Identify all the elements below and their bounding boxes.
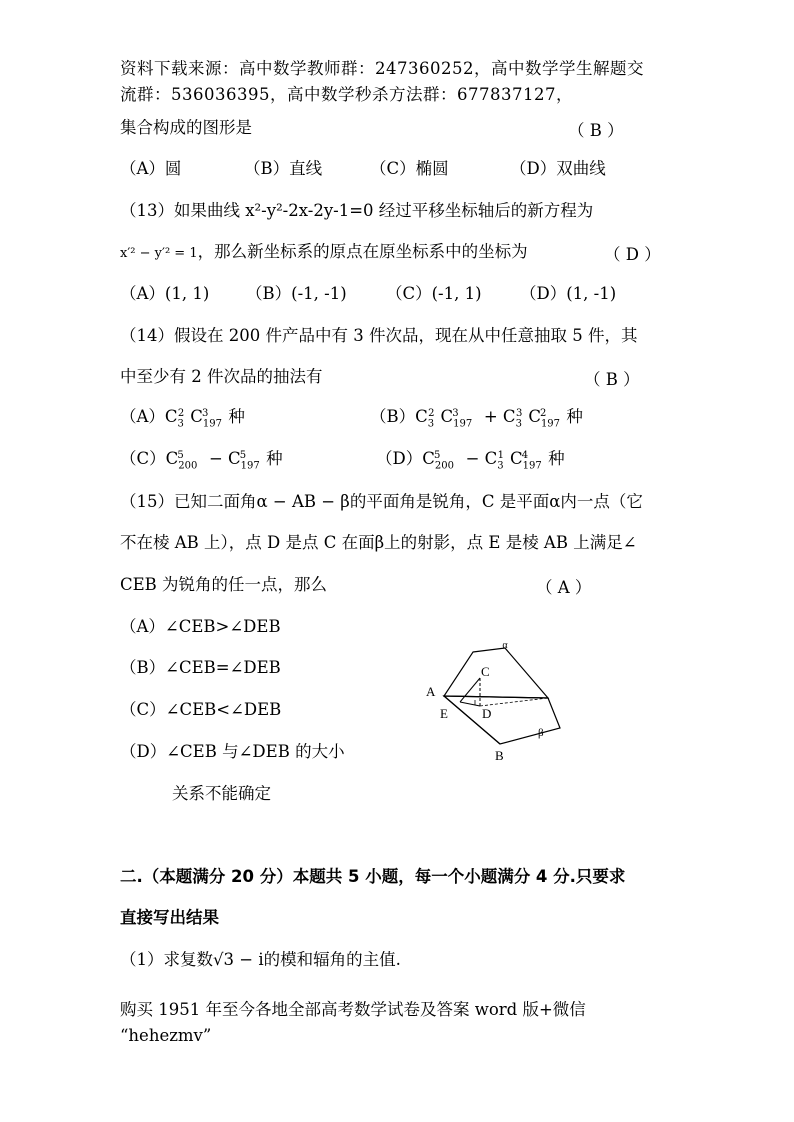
q13-suffix: 经过平移坐标轴后的新方程为 [373,201,594,220]
q14-option-b: $(B)C_3^2$ $C_{197}^3 + C_3^3$ $C_{197}^2$ 种 [370,407,583,430]
q14-option-d-expr: $C_{200}^5 - C_3^1$ $C_{197}^4$ [422,449,542,472]
q13-line-2 [120,241,528,265]
q14-answer: （ B ） [584,370,640,389]
label-beta: β [538,727,544,739]
footer-line-2: “hehezmv” [120,1026,212,1045]
q15-answer: （ A ） [536,578,592,597]
q14-option-d: $(D)C_{200}^5 - C_3^1$ $C_{197}^4$ 种 [376,449,565,472]
q14-line-1: （14）假设在 200 件产品中有 3 件次品，现在从中任意抽取 5 件，其 [120,326,638,345]
q15-line-2: 不在棱 AB 上），点 D 是点 C 在面β上的射影，点 E 是棱 AB 上满足∠ [120,533,637,552]
q15-option-b: （B）∠CEB=∠DEB [120,658,281,677]
q13-line-2-text: ，那么新坐标系的原点在原坐标系中的坐标为 [197,242,528,261]
q14-option-b-expr: $C_3^2$ $C_{197}^3 + C_3^3$ $C_{197}^2$ [415,407,561,430]
footer-line-1: 购买 1951 年至今各地全部高考数学试卷及答案 word 版+微信 [120,1000,586,1019]
q12-option-c: （C）椭圆 [370,159,449,178]
section-2-heading-line-1: 二.（本题满分 20 分）本题共 5 小题，每一个小题满分 4 分.只要求 [120,867,626,886]
q13-curve-equation: x²-y²-2x-2y-1=0 [245,201,374,220]
q13-answer: （ D ） [604,245,661,264]
q13-option-a: （A）(1, 1) [120,284,210,303]
q15-line-3: CEB 为锐角的任一点，那么 [120,575,328,594]
segment-ed [460,702,480,706]
plane-alpha [444,648,548,698]
q14-option-c-expr: $C_{200}^5 - C_{197}^5$ [165,449,260,472]
q14-option-a-expr: $C_3^2$ $C_{197}^3$ [164,407,223,430]
label-alpha: α [502,640,508,651]
label-a: A [426,684,436,699]
section-2-q1: （1）求复数√3 − i的模和辐角的主值. [120,950,401,969]
q13-new-equation: x′² − y′² = 1 [120,246,198,261]
q12-option-a: （A）圆 [120,159,182,178]
q14-option-a: $(A)C_3^2$ $C_{197}^3$ 种 [120,407,245,430]
label-b: B [495,748,504,763]
section-2-heading-line-2: 直接写出结果 [120,908,219,927]
segment-ce [460,678,480,702]
dashed-line [480,698,548,706]
q12-stem: 集合构成的图形是 [120,118,252,137]
q12-option-b: （B）直线 [244,159,323,178]
q13-option-c: （C）(-1, 1) [386,284,482,303]
label-d: D [482,706,492,721]
q14-option-c: $(C)C_{200}^5 - C_{197}^5$ 种 [120,449,283,472]
header-line-2: 流群：536036395，高中数学秒杀方法群：677837127， [120,85,573,104]
header-line-1: 资料下载来源：高中数学教师群：247360252，高中数学学生解题交 [120,59,644,78]
q14-line-2: 中至少有 2 件次品的抽法有 [120,367,323,386]
dihedral-angle-figure [420,640,580,770]
q15-option-d-continued: 关系不能确定 [172,784,271,803]
q15-option-c: （C）∠CEB<∠DEB [120,700,282,719]
q15-line-1: （15）已知二面角α − AB − β的平面角是锐角，C 是平面α内一点（它 [120,492,643,511]
q1-complex-number: √3 − i [213,950,264,969]
q12-option-d: （D）双曲线 [510,159,606,178]
q15-option-d: （D）∠CEB 与∠DEB 的大小 [120,742,345,761]
q12-answer: （ B ） [568,121,624,140]
q13-option-d: （D）(1, -1) [520,284,617,303]
q13-line-1 [120,200,593,222]
label-e: E [440,706,448,721]
q15-option-a: （A）∠CEB>∠DEB [120,617,281,636]
q13-prefix: （13）如果曲线 [120,201,246,220]
edge-ab [444,696,500,744]
label-c: C [481,664,490,679]
q13-option-b: （B）(-1, -1) [246,284,347,303]
